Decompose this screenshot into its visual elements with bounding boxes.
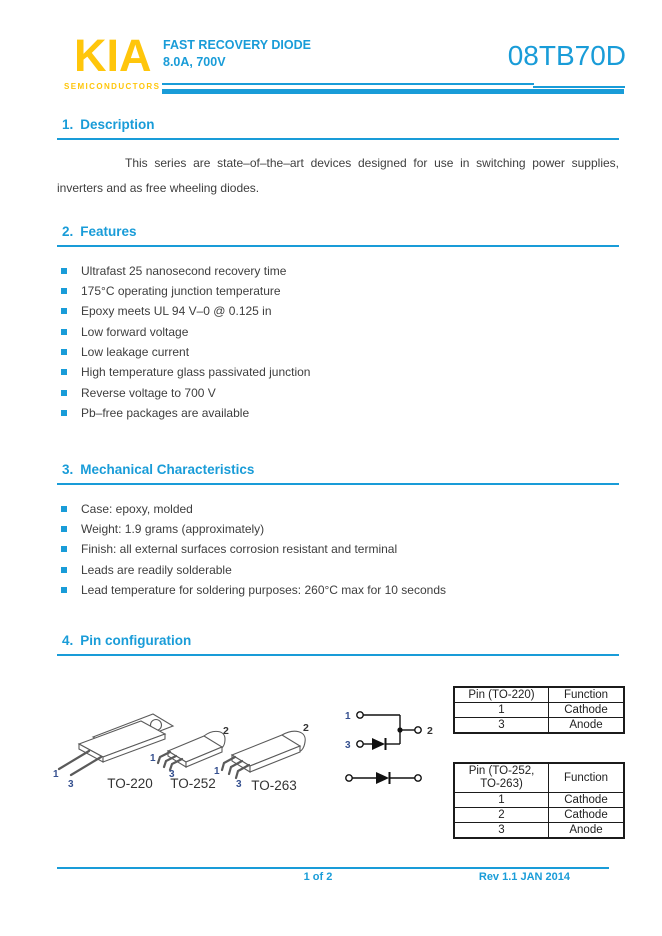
section-mechanical-heading (57, 462, 619, 478)
table-header-cell: Function (549, 687, 625, 703)
revision-label: Rev 1.1 JAN 2014 (478, 871, 570, 883)
header-line1: Pin (TO-252, (468, 765, 535, 777)
to263-lead-1 (222, 757, 235, 770)
section-number: 3. (62, 462, 74, 477)
to263-caption: TO-263 (251, 778, 297, 793)
header-rule-thin-right (533, 86, 625, 88)
table-cell: 3 (454, 823, 549, 839)
package-drawings (53, 693, 325, 803)
kia-logo: KIA (74, 30, 152, 81)
table-cell: Cathode (549, 703, 625, 718)
pin-table-to220 (453, 686, 625, 734)
schematic-pin-2-label: 2 (427, 725, 433, 737)
to252-pin-3-label: 3 (169, 769, 175, 780)
terminal-1 (357, 712, 363, 718)
terminal-anode (346, 775, 352, 781)
section-number: 1. (62, 117, 74, 132)
schematic-pin-3-label: 3 (345, 740, 351, 751)
mechanical-list (57, 499, 619, 601)
to252-pin-1-label: 1 (150, 753, 156, 764)
section-features (57, 224, 619, 423)
table-header-row (454, 687, 624, 703)
terminal-cathode (415, 775, 421, 781)
dual-diode-symbol (345, 711, 433, 751)
part-number: 08TB70D (507, 40, 626, 71)
to263-pin-2-label: 2 (303, 722, 309, 734)
table-header-cell: Pin (TO-220) (454, 687, 549, 703)
mechanical-item: Lead temperature for soldering purposes: 260°C max for 10 seconds (57, 580, 619, 600)
section-description-heading (57, 117, 619, 133)
table-row (454, 823, 624, 839)
section-title: Features (80, 224, 137, 239)
section-underline (57, 245, 619, 247)
mechanical-item: Leads are readily solderable (57, 560, 619, 580)
mechanical-item: Finish: all external surfaces corrosion resistant and terminal (57, 539, 619, 559)
mechanical-item: Case: epoxy, molded (57, 499, 619, 519)
diode-anode-triangle (372, 738, 385, 750)
diode-schematics (332, 702, 447, 792)
feature-item: Ultrafast 25 nanosecond recovery time (57, 261, 619, 281)
table-cell: Cathode (549, 808, 625, 823)
section-underline (57, 654, 619, 656)
section-pin-configuration-heading (57, 633, 619, 649)
table-cell: Cathode (549, 793, 625, 808)
feature-item: Low forward voltage (57, 322, 619, 342)
table-header-row (454, 763, 624, 793)
description-paragraph: This series are state–of–the–art devices designed for use in switching power supplies, inverters and as free wheeling diodes. (57, 155, 619, 195)
kia-logo-subtext: SEMICONDUCTORS (64, 82, 161, 91)
table-row (454, 793, 624, 808)
product-title-line1: FAST RECOVERY DIODE (163, 38, 311, 52)
table-cell: 1 (454, 703, 549, 718)
footer-rule (57, 867, 609, 869)
section-underline (57, 483, 619, 485)
to252-caption: TO-252 (170, 776, 216, 791)
diode-anode-triangle (376, 772, 389, 784)
to252-lead-1 (158, 752, 170, 763)
table-cell: 1 (454, 793, 549, 808)
features-list (57, 261, 619, 424)
schematic-pin-1-label: 1 (345, 711, 351, 722)
table-cell: 2 (454, 808, 549, 823)
feature-item: Epoxy meets UL 94 V–0 @ 0.125 in (57, 301, 619, 321)
table-cell: 3 (454, 718, 549, 734)
feature-item: Pb–free packages are available (57, 403, 619, 423)
feature-item: 175°C operating junction temperature (57, 281, 619, 301)
page-indicator: 1 of 2 (303, 871, 333, 883)
table-cell: Anode (549, 823, 625, 839)
table-header-cell: Function (549, 763, 625, 793)
header-rule-thin (162, 83, 534, 85)
header-rule-thick (162, 89, 624, 94)
section-pin-configuration (57, 633, 619, 656)
to252-pin-2-label: 2 (223, 725, 229, 737)
header-line2: TO-263) (480, 778, 523, 790)
feature-item: Low leakage current (57, 342, 619, 362)
section-number: 2. (62, 224, 74, 239)
mechanical-item: Weight: 1.9 grams (approximately) (57, 519, 619, 539)
table-cell: Anode (549, 718, 625, 734)
single-diode-symbol (346, 772, 421, 784)
to220-pin-3-label: 3 (68, 779, 74, 790)
table-row (454, 808, 624, 823)
product-title (163, 37, 311, 71)
to220-pin-1-label: 1 (53, 769, 59, 780)
terminal-2 (415, 727, 421, 733)
section-features-heading (57, 224, 619, 240)
section-title: Pin configuration (80, 633, 192, 648)
feature-item: High temperature glass passivated junction (57, 362, 619, 382)
section-number: 4. (62, 633, 74, 648)
table-header-cell (454, 763, 549, 793)
to263-pin-3-label: 3 (236, 779, 242, 790)
table-row (454, 703, 624, 718)
section-mechanical (57, 462, 619, 600)
section-underline (57, 138, 619, 140)
section-title: Description (80, 117, 155, 132)
section-title: Mechanical Characteristics (80, 462, 255, 477)
to263-pin-1-label: 1 (214, 766, 220, 777)
to220-caption: TO-220 (107, 776, 153, 791)
feature-item: Reverse voltage to 700 V (57, 383, 619, 403)
pin-table-to252-to263 (453, 762, 625, 839)
table-row (454, 718, 624, 734)
terminal-3 (357, 741, 363, 747)
product-rating: 8.0A, 700V (163, 55, 226, 69)
section-description (57, 117, 619, 202)
